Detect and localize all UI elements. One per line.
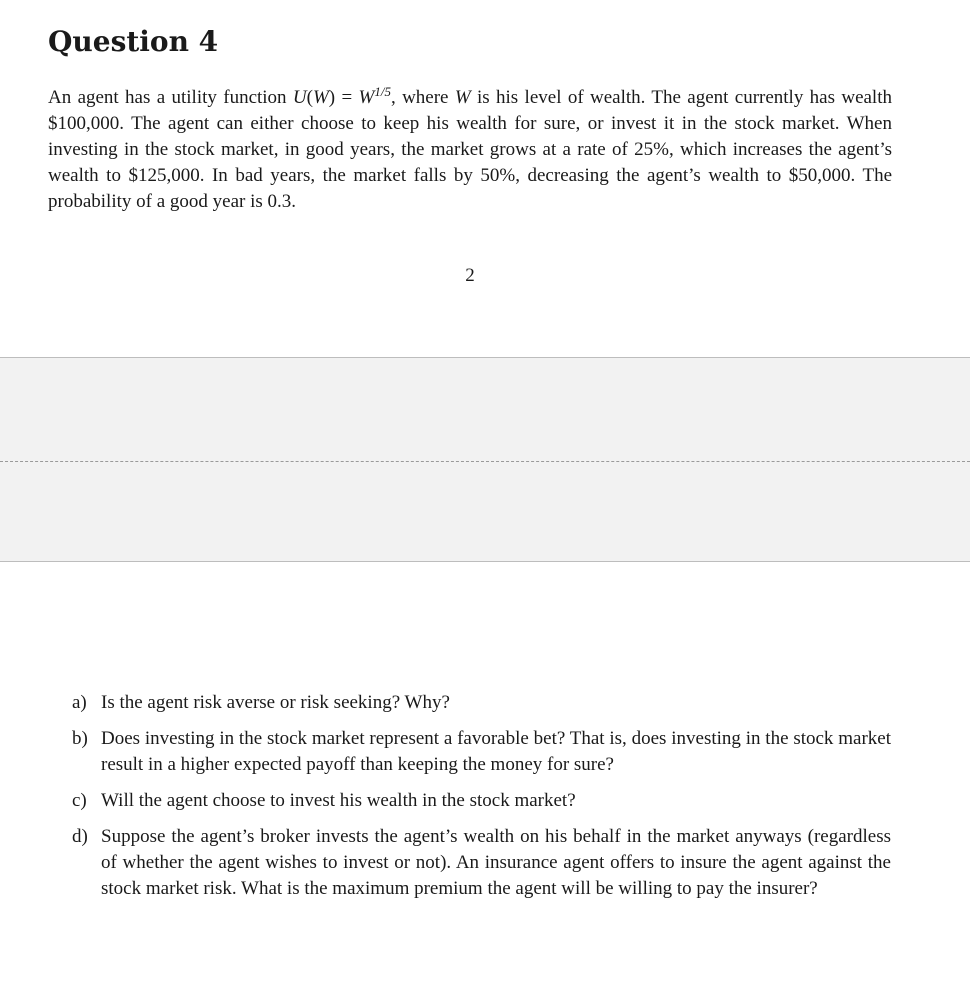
- part-label: c): [72, 790, 87, 811]
- page-separator: [0, 357, 970, 562]
- intro-text-3: is his level of wealth. The agent currently has wealth $100,000. The agent can either choose to keep his wealth for sure, or invest it in the stock market. When investing in the stock market, in good years, the market grows at a rate of 25%, which increases the agent’s wealth to $125,000. In bad years, the market falls by 50%, decreasing the agent’s wealth to $50,000. The probability of a good year is 0.3.: [48, 87, 892, 212]
- part-label: d): [72, 826, 88, 847]
- utility-function-name: U: [292, 87, 307, 108]
- part-label: b): [72, 728, 88, 749]
- page-top: [0, 0, 970, 357]
- question-parts-list: [0, 690, 970, 902]
- wealth-variable: W: [454, 87, 471, 108]
- question-part-d: [0, 824, 970, 902]
- part-text: Will the agent choose to invest his wealth in the stock market?: [101, 790, 576, 811]
- page-number: 2: [465, 265, 475, 286]
- part-label: a): [72, 692, 87, 713]
- utility-base: W: [358, 87, 375, 108]
- intro-text-1: An agent has a utility function: [48, 87, 293, 108]
- utility-exponent: 1/5: [374, 84, 391, 99]
- part-text: Does investing in the stock market represent a favorable bet? That is, does investing in the stock market result in a higher expected payoff than keeping the money for sure?: [101, 728, 891, 775]
- part-text: Suppose the agent’s broker invests the agent’s wealth on his behalf in the market anyways (regardless of whether the agent wishes to invest or not). An insurance agent offers to insure the agent against the stock market risk. What is the maximum premium the agent will be willing to pay the insurer?: [101, 826, 891, 899]
- utility-paren-open: (: [306, 87, 313, 108]
- question-part-b: [0, 726, 970, 778]
- question-intro: [48, 79, 892, 215]
- question-part-c: [0, 788, 970, 814]
- question-part-a: [0, 690, 970, 716]
- part-text: Is the agent risk averse or risk seeking? Why?: [101, 692, 450, 713]
- utility-function-variable: W: [312, 87, 329, 108]
- page-break-line: [0, 461, 970, 462]
- utility-paren-close: ) =: [328, 87, 359, 108]
- question-title: Question 4: [48, 25, 219, 58]
- intro-text-2: , where: [390, 87, 455, 108]
